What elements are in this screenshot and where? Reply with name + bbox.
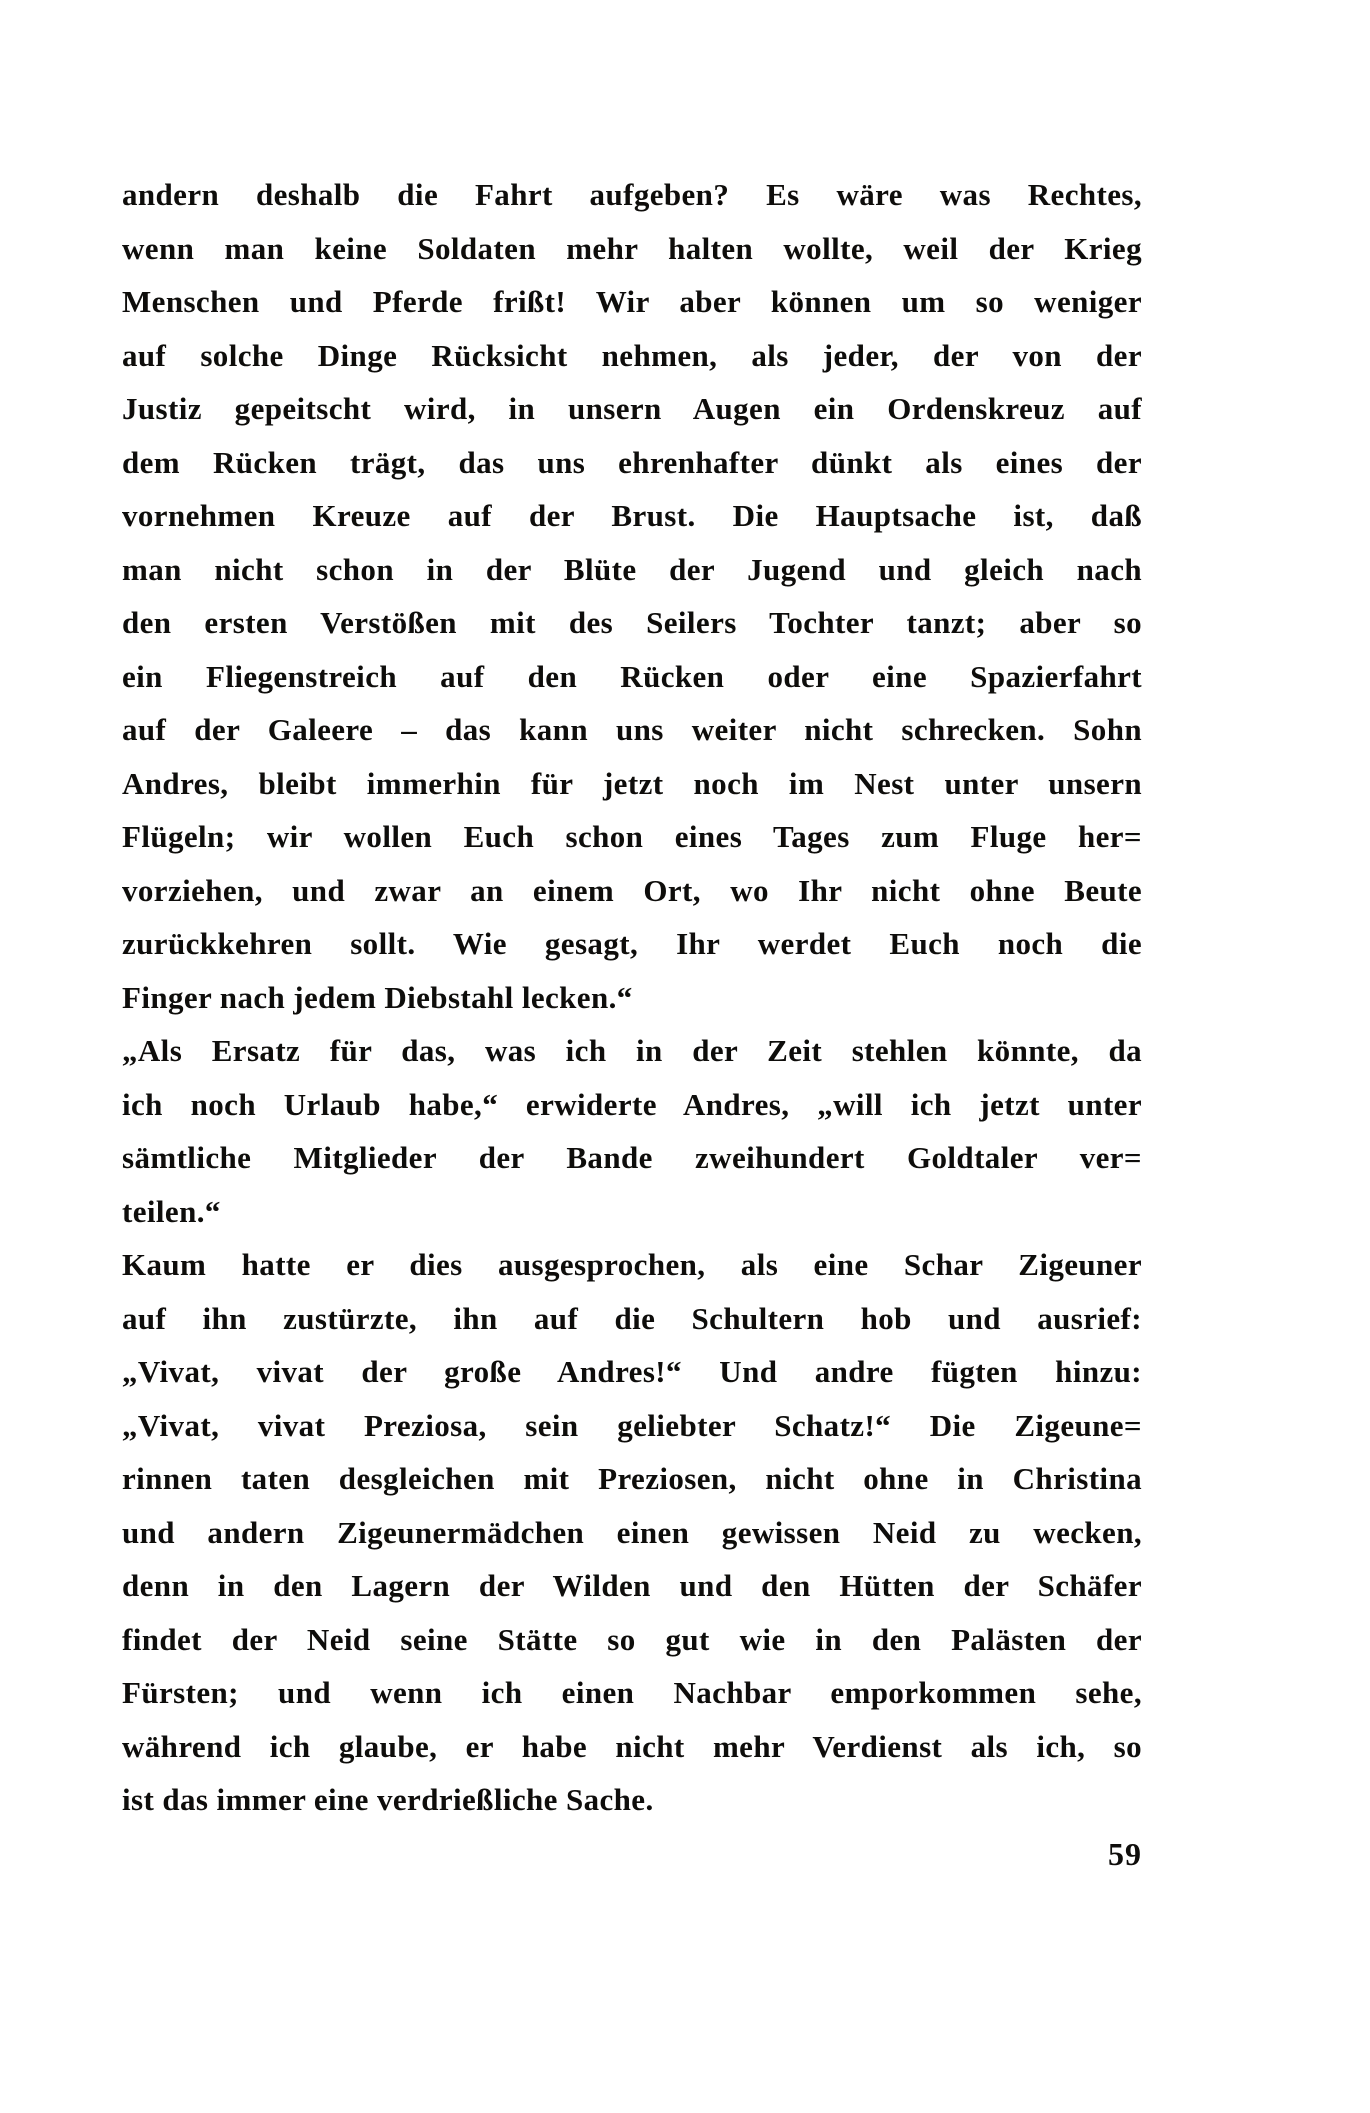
text-line: Fürsten; und wenn ich einen Nachbar emporkommen sehe, xyxy=(122,1675,1142,1710)
text-line: ein Fliegenstreich auf den Rücken oder eine Spazierfahrt xyxy=(122,658,1142,694)
text-line: ist das immer eine verdrießliche Sache. xyxy=(122,1782,654,1817)
text-line: sämtliche Mitglieder der Bande zweihundert Goldtaler ver= xyxy=(122,1140,1142,1175)
text-line: auf solche Dinge Rücksicht nehmen, als jeder, der von der xyxy=(122,337,1142,373)
page-number: 59 xyxy=(1108,1836,1142,1872)
paragraph xyxy=(122,168,1142,1024)
text-line: ich noch Urlaub habe,“ erwiderte Andres, „will ich jetzt unter xyxy=(122,1086,1142,1122)
paragraph xyxy=(122,1024,1142,1238)
text-line: „Vivat, vivat Preziosa, sein geliebter Schatz!“ Die Zigeune= xyxy=(122,1407,1142,1443)
text-line: und andern Zigeunermädchen einen gewissen Neid zu wecken, xyxy=(122,1514,1142,1550)
text-line: während ich glaube, er habe nicht mehr Verdienst als ich, so xyxy=(122,1728,1142,1764)
text-line: Finger nach jedem Diebstahl lecken.“ xyxy=(122,979,633,1015)
page-text xyxy=(122,168,1142,1827)
text-line: zurückkehren sollt. Wie gesagt, Ihr werdet Euch noch die xyxy=(122,926,1142,961)
text-line: den ersten Verstößen mit des Seilers Tochter tanzt; aber so xyxy=(122,605,1142,640)
text-line: „Vivat, vivat der große Andres!“ Und andre fügten hinzu: xyxy=(122,1354,1142,1389)
text-line: findet der Neid seine Stätte so gut wie in den Palästen der xyxy=(122,1621,1142,1657)
text-line: Flügeln; wir wollen Euch schon eines Tages zum Fluge her= xyxy=(122,819,1142,854)
text-line: wenn man keine Soldaten mehr halten wollte, weil der Krieg xyxy=(122,230,1142,266)
text-line: vornehmen Kreuze auf der Brust. Die Hauptsache ist, daß xyxy=(122,498,1142,533)
text-line: andern deshalb die Fahrt aufgeben? Es wäre was Rechtes, xyxy=(122,177,1142,212)
text-line: denn in den Lagern der Wilden und den Hütten der Schäfer xyxy=(122,1568,1142,1603)
text-line: Menschen und Pferde frißt! Wir aber können um so weniger xyxy=(122,284,1142,319)
text-line: dem Rücken trägt, das uns ehrenhafter dünkt als eines der xyxy=(122,444,1142,480)
text-line: Justiz gepeitscht wird, in unsern Augen ein Ordenskreuz auf xyxy=(122,391,1142,426)
text-line: vorziehen, und zwar an einem Ort, wo Ihr nicht ohne Beute xyxy=(122,872,1142,908)
text-line: Andres, bleibt immerhin für jetzt noch im Nest unter unsern xyxy=(122,765,1142,801)
text-line: man nicht schon in der Blüte der Jugend und gleich nach xyxy=(122,551,1142,587)
text-line: „Als Ersatz für das, was ich in der Zeit stehlen könnte, da xyxy=(122,1033,1142,1068)
text-line: auf ihn zustürzte, ihn auf die Schultern hob und ausrief: xyxy=(122,1300,1142,1336)
text-line: Kaum hatte er dies ausgesprochen, als eine Schar Zigeuner xyxy=(122,1247,1142,1282)
text-line: rinnen taten desgleichen mit Preziosen, nicht ohne in Christina xyxy=(122,1461,1142,1496)
text-line: auf der Galeere – das kann uns weiter nicht schrecken. Sohn xyxy=(122,712,1142,747)
text-line: teilen.“ xyxy=(122,1193,221,1229)
paragraph xyxy=(122,1238,1142,1827)
